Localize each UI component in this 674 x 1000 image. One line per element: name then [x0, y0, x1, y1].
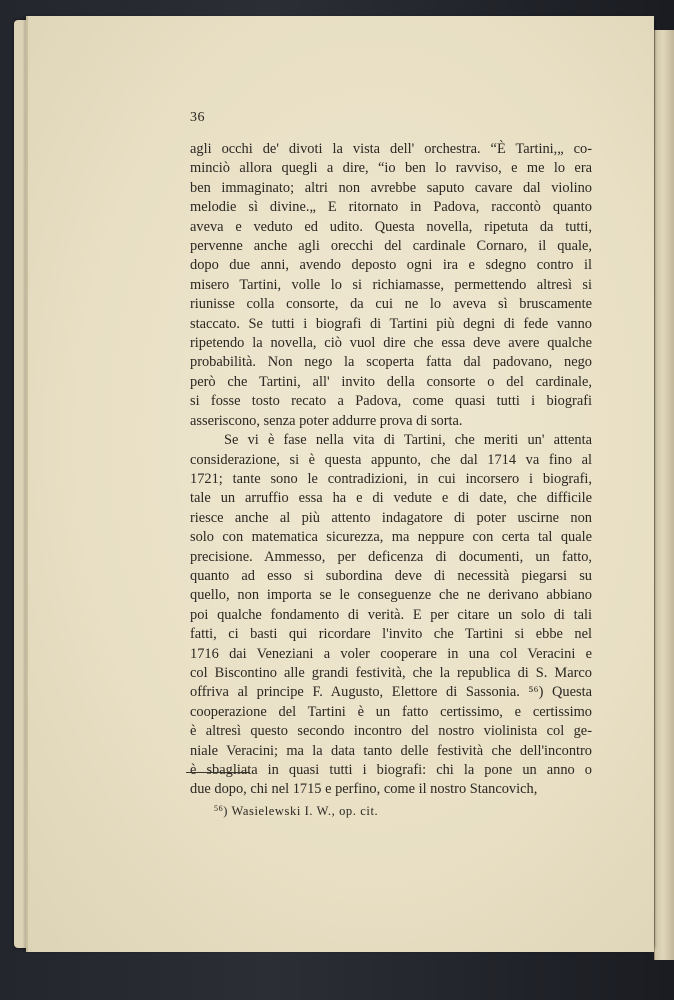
text-line: ripetendo la novella, ciò vuol dire che essa deve avere qualche: [190, 335, 592, 352]
text-line: agli occhi de' divoti la vista dell' orchestra. “È Tartini,„ co-: [190, 141, 592, 157]
text-line: considerazione, si è questa appunto, che dal 1714 va fino al: [190, 451, 592, 468]
body-text: [190, 140, 592, 800]
text-line: ben immaginato; altri non avrebbe saputo cavare dal violino: [190, 179, 592, 196]
footnote-divider: [186, 772, 250, 773]
text-line: 1716 dai Veneziani a voler cooperare in una col Veracini e: [190, 645, 592, 662]
text-line: melodie sì divine.„ E ritornato in Padova, raccontò quanto: [190, 199, 592, 216]
text-line: minciò allora quegli a dire, “io ben lo ravviso, e me lo era: [190, 160, 592, 177]
text-line: cooperazione del Tartini è un fatto certissimo, e certissimo: [190, 703, 592, 720]
text-line: due dopo, chi nel 1715 e perfino, come il nostro Stancovich,: [190, 781, 538, 798]
text-line: 1721; tante sono le contradizioni, in cui incorsero i biografi,: [190, 470, 592, 487]
text-line: dopo due anni, avendo deposto ogni ira e sdegno contro il: [190, 257, 592, 274]
text-line: poi qualche fondamento di verità. E per citare un solo di tali: [190, 606, 592, 623]
page-number: 36: [190, 110, 205, 125]
text-line: staccato. Se tutti i biografi di Tartini più degni di fede vanno: [190, 315, 592, 332]
text-line: fatti, ci basti qui ricordare l'invito che Tartini si ebbe nel: [190, 626, 592, 643]
text-line: tale un arruffio essa ha e di vedute e di date, che difficile: [190, 490, 592, 507]
text-line: col Biscontino alle grandi festività, che la republica di S. Marco: [190, 664, 592, 681]
text-line: solo con matematica sicurezza, ma neppure con certa tal quale: [190, 529, 592, 546]
text-line: riesce anche al più attento indagatore di poter uscirne non: [190, 509, 592, 526]
paragraph: [190, 431, 592, 800]
text-line: è sbagliata in quasi tutti i biografi: chi la pone un anno o: [190, 762, 592, 778]
text-line: si fosse tosto recato a Padova, come quasi tutti i biografi: [190, 393, 592, 410]
footnote: [214, 804, 378, 819]
text-line: niale Veracini; ma la data tanto delle festività che dell'incontro: [190, 742, 592, 759]
footnote-text: ) Wasielewski I. W., op. cit.: [223, 804, 379, 818]
next-page-edge: [654, 30, 674, 960]
text-line: probabilità. Non nego la scoperta fatta dal padovano, nego: [190, 354, 592, 371]
text-line: offriva al principe F. Augusto, Elettore di Sassonia. ⁵⁶) Questa: [190, 684, 592, 701]
text-line: misero Tartini, volle lo si richiamasse, permettendo altresì si: [190, 276, 592, 293]
text-line: aveva e veduto ed udito. Questa novella, ripetuta da tutti,: [190, 218, 592, 235]
text-line: asseriscono, senza poter addurre prova di sorta.: [190, 412, 463, 429]
text-line: riunisse colla consorte, da cui ne lo aveva sì bruscamente: [190, 296, 592, 313]
text-line: quello, non importa se le conseguenze che ne derivano abbiano: [190, 587, 592, 604]
footnote-marker: 56: [214, 804, 224, 813]
text-line: però che Tartini, all' invito della consorte o del cardinale,: [190, 373, 592, 390]
text-line: è altresì questo secondo incontro del nostro violinista col ge-: [190, 723, 592, 740]
text-line: Se vi è fase nella vita di Tartini, che meriti un' attenta: [224, 432, 592, 449]
text-line: precisione. Ammesso, per deficenza di documenti, un fatto,: [190, 548, 592, 565]
text-line: pervenne anche agli orecchi del cardinale Cornaro, il quale,: [190, 238, 592, 255]
text-line: quanto ad esso si subordina deve di necessità piegarsi su: [190, 567, 592, 584]
paragraph: [190, 140, 592, 431]
